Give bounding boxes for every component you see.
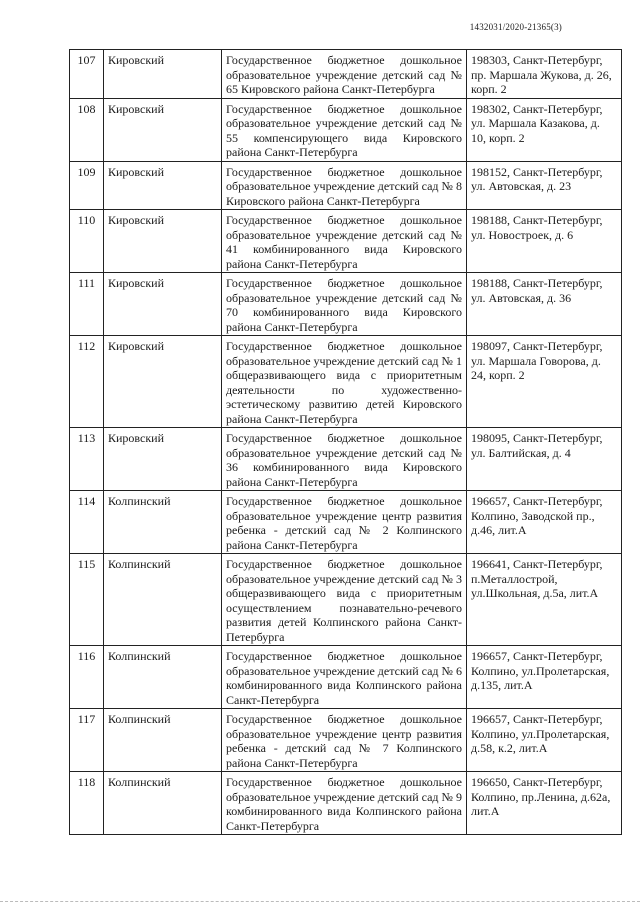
district-cell: Кировский <box>104 273 222 336</box>
row-number: 116 <box>70 646 104 709</box>
institution-name-cell: Государственное бюджетное дошкольное образовательное учреждение детский сад № 36 комбинированного вида Кировского района Санкт-Петербурга <box>222 428 467 491</box>
institution-name-cell: Государственное бюджетное дошкольное образовательное учреждение центр развития ребенка - детский сад № 7 Колпинского района Санкт-Петербурга <box>222 709 467 772</box>
row-number: 118 <box>70 772 104 835</box>
row-number: 110 <box>70 210 104 273</box>
address-cell: 198095, Санкт-Петербург, ул. Балтийская, д. 4 <box>467 428 622 491</box>
district-cell: Кировский <box>104 336 222 428</box>
table-row <box>70 646 622 709</box>
table-row <box>70 50 622 99</box>
address-cell: 196650, Санкт-Петербург, Колпино, пр.Ленина, д.62а, лит.А <box>467 772 622 835</box>
district-cell: Колпинский <box>104 709 222 772</box>
district-cell: Кировский <box>104 98 222 161</box>
scan-edge-marks <box>0 897 640 902</box>
institution-name-cell: Государственное бюджетное дошкольное образовательное учреждение детский сад № 3 общеразвивающего вида с приоритетным осуществлением познавательно-речевого развития детей Колпинского района Санкт-Петербурга <box>222 554 467 646</box>
row-number: 108 <box>70 98 104 161</box>
address-cell: 196657, Санкт-Петербург, Колпино, ул.Пролетарская, д.135, лит.А <box>467 646 622 709</box>
institutions-table <box>69 49 622 835</box>
table-row <box>70 709 622 772</box>
institution-name-cell: Государственное бюджетное дошкольное образовательное учреждение детский сад № 8 Кировского района Санкт-Петербурга <box>222 161 467 210</box>
row-number: 109 <box>70 161 104 210</box>
address-cell: 196641, Санкт-Петербург, п.Металлострой, ул.Школьная, д.5а, лит.А <box>467 554 622 646</box>
row-number: 113 <box>70 428 104 491</box>
address-cell: 196657, Санкт-Петербург, Колпино, ул.Пролетарская, д.58, к.2, лит.А <box>467 709 622 772</box>
institution-name-cell: Государственное бюджетное дошкольное образовательное учреждение детский сад № 65 Кировского района Санкт-Петербурга <box>222 50 467 99</box>
district-cell: Кировский <box>104 50 222 99</box>
row-number: 107 <box>70 50 104 99</box>
row-number: 117 <box>70 709 104 772</box>
institution-name-cell: Государственное бюджетное дошкольное образовательное учреждение детский сад № 70 комбинированного вида Кировского района Санкт-Петербурга <box>222 273 467 336</box>
address-cell: 198097, Санкт-Петербург, ул. Маршала Говорова, д. 24, корп. 2 <box>467 336 622 428</box>
institution-name-cell: Государственное бюджетное дошкольное образовательное учреждение детский сад № 1 общеразвивающего вида с приоритетным деятельности по художественно-эстетическому развитию детей Кировского района Санкт-Петербурга <box>222 336 467 428</box>
table-row <box>70 210 622 273</box>
district-cell: Колпинский <box>104 772 222 835</box>
row-number: 115 <box>70 554 104 646</box>
district-cell: Колпинский <box>104 491 222 554</box>
table-row <box>70 554 622 646</box>
address-cell: 196657, Санкт-Петербург, Колпино, Заводской пр., д.46, лит.А <box>467 491 622 554</box>
address-cell: 198302, Санкт-Петербург, ул. Маршала Казакова, д. 10, корп. 2 <box>467 98 622 161</box>
table-row <box>70 273 622 336</box>
institution-name-cell: Государственное бюджетное дошкольное образовательное учреждение центр развития ребенка - детский сад № 2 Колпинского района Санкт-Петербурга <box>222 491 467 554</box>
table-row <box>70 98 622 161</box>
row-number: 112 <box>70 336 104 428</box>
address-cell: 198152, Санкт-Петербург, ул. Автовская, д. 23 <box>467 161 622 210</box>
row-number: 114 <box>70 491 104 554</box>
address-cell: 198303, Санкт-Петербург, пр. Маршала Жукова, д. 26, корп. 2 <box>467 50 622 99</box>
institution-name-cell: Государственное бюджетное дошкольное образовательное учреждение детский сад № 41 комбинированного вида Кировского района Санкт-Петербурга <box>222 210 467 273</box>
table-row <box>70 336 622 428</box>
district-cell: Колпинский <box>104 554 222 646</box>
table-row <box>70 161 622 210</box>
district-cell: Кировский <box>104 161 222 210</box>
district-cell: Кировский <box>104 210 222 273</box>
document-number: 1432031/2020-21365(3) <box>469 22 562 32</box>
table-row <box>70 772 622 835</box>
address-cell: 198188, Санкт-Петербург, ул. Автовская, д. 36 <box>467 273 622 336</box>
table-row <box>70 428 622 491</box>
address-cell: 198188, Санкт-Петербург, ул. Новостроек, д. 6 <box>467 210 622 273</box>
institution-name-cell: Государственное бюджетное дошкольное образовательное учреждение детский сад № 6 комбинированного вида Колпинского района Санкт-Петербурга <box>222 646 467 709</box>
table-row <box>70 491 622 554</box>
district-cell: Колпинский <box>104 646 222 709</box>
institution-name-cell: Государственное бюджетное дошкольное образовательное учреждение детский сад № 9 комбинированного вида Колпинского района Санкт-Петербурга <box>222 772 467 835</box>
row-number: 111 <box>70 273 104 336</box>
district-cell: Кировский <box>104 428 222 491</box>
institution-name-cell: Государственное бюджетное дошкольное образовательное учреждение детский сад № 55 компенсирующего вида Кировского района Санкт-Петербурга <box>222 98 467 161</box>
